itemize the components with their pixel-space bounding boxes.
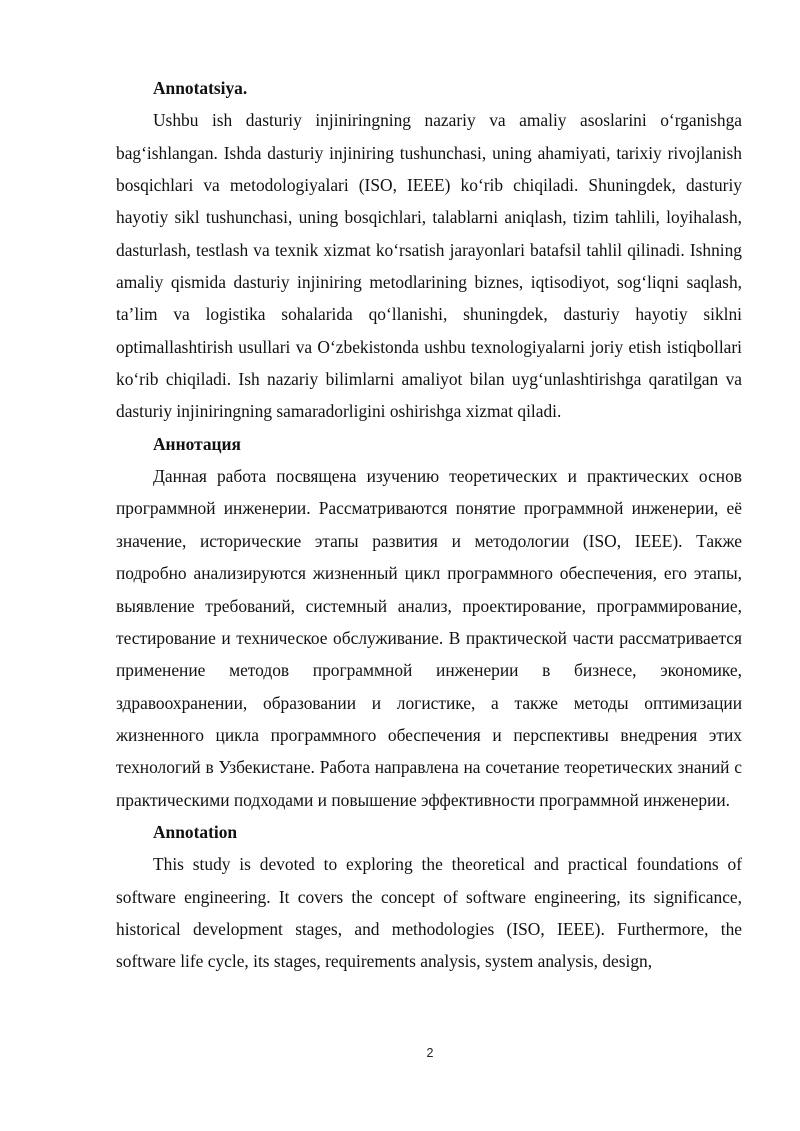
- section-body-russian: Данная работа посвящена изучению теоретических и практических основ программной инженерии. Рассматриваются понятие программной инженерии, её значение, исторические этапы развития и методологии (ISO, IEEE). Также подробно анализируются жизненный цикл программного обеспечения, его этапы, выявление требований, системный анализ, проектирование, программирование, тестирование и техническое обслуживание. В практической части рассматривается применение методов программной инженерии в бизнесе, экономике, здравоохранении, образовании и логистике, а также методы оптимизации жизненного цикла программного обеспечения и перспективы внедрения этих технологий в Узбекистане. Работа направлена на сочетание теоретических знаний с практическими подходами и повышение эффективности программной инженерии.: [116, 466, 742, 810]
- annotation-russian: [116, 428, 742, 816]
- section-heading-russian: Аннотация: [153, 433, 241, 454]
- section-body-english: This study is devoted to exploring the theoretical and practical foundations of software engineering. It covers the concept of software engineering, its significance, historical development stages, and methodologies (ISO, IEEE). Furthermore, the software life cycle, its stages, requirements analysis, system analysis, design,: [116, 854, 742, 972]
- section-heading-english: Annotation: [153, 821, 238, 842]
- page-number: 2: [426, 1046, 434, 1060]
- section-body-uzbek: Ushbu ish dasturiy injiniringning nazariy va amaliy asoslarini o‘rganishga bag‘ishlangan. Ishda dasturiy injiniring tushunchasi, uning ahamiyati, tarixiy rivojlanish bosqichlari va metodologiyalari (ISO, IEEE) ko‘rib chiqiladi. Shuningdek, dasturiy hayotiy sikl tushunchasi, uning bosqichlari, talablarni aniqlash, tizim tahlili, loyihalash, dasturlash, testlash va texnik xizmat ko‘rsatish jarayonlari batafsil tahlil qilinadi. Ishning amaliy qismida dasturiy injiniring metodlarining biznes, iqtisodiyot, sog‘liqni saqlash, ta’lim va logistika sohalarida qo‘llanishi, shuningdek, dasturiy hayotiy siklni optimallashtirish usullari va O‘zbekistonda ushbu texnologiyalarni joriy etish istiqbollari ko‘rib chiqiladi. Ish nazariy bilimlarni amaliyot bilan uyg‘unlashtirishga qaratilgan va dasturiy injiniringning samaradorligini oshirishga xizmat qiladi.: [116, 110, 742, 422]
- annotation-english: [116, 816, 742, 978]
- document-page: [116, 72, 742, 978]
- annotation-uzbek: [116, 72, 742, 428]
- section-heading-uzbek: Annotatsiya.: [153, 78, 248, 98]
